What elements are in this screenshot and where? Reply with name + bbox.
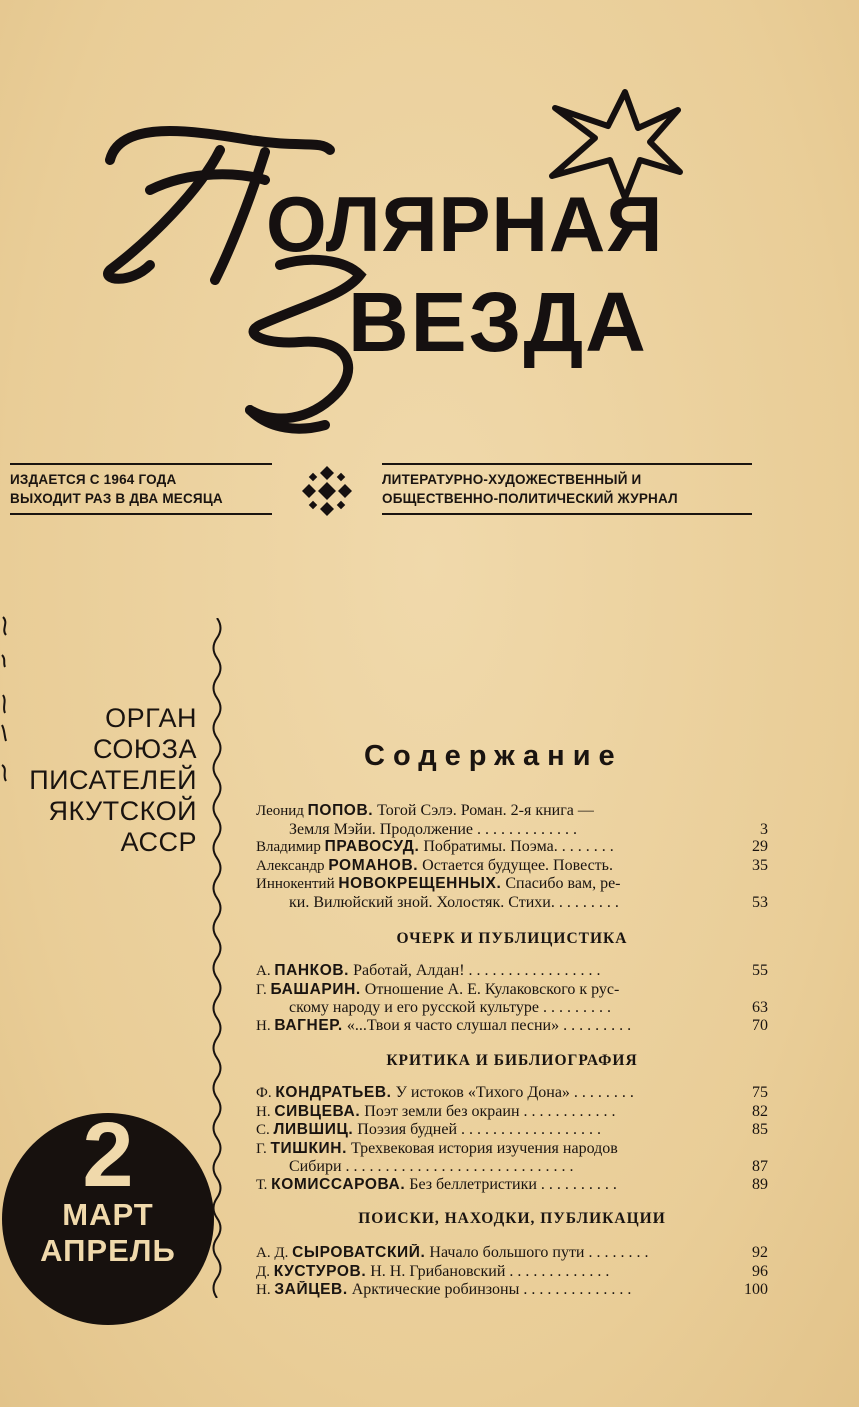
- work-title: Поэт земли без окраин . . . . . . . . . . . .: [360, 1102, 616, 1120]
- author-first-name: Г.: [256, 1140, 271, 1157]
- author-surname: КУСТУРОВ.: [273, 1262, 367, 1280]
- type-line: ОБЩЕСТВЕННО-ПОЛИТИЧЕСКИЙ ЖУРНАЛ: [382, 491, 678, 506]
- toc-entry: [256, 1176, 768, 1195]
- toc-section-2: [256, 1084, 768, 1194]
- author-surname: КОМИССАРОВА.: [271, 1175, 406, 1193]
- author-first-name: А. Д.: [256, 1245, 293, 1261]
- toc-entry-text: [256, 1244, 738, 1263]
- organ-line: ОРГАН: [105, 703, 197, 733]
- ornament-icon: [298, 462, 356, 520]
- work-title: Арктические робинзоны . . . . . . . . . . . . . .: [347, 1281, 632, 1298]
- page-number: 29: [752, 838, 768, 855]
- toc-entry-text: [256, 857, 738, 876]
- page-number: 100: [744, 1281, 768, 1298]
- page-number: [738, 875, 768, 894]
- author-surname: ВАГНЕР.: [274, 1016, 343, 1034]
- toc-entry-text: [256, 1017, 738, 1036]
- toc-entry-text: [256, 1121, 738, 1140]
- page-number: 96: [752, 1262, 768, 1280]
- page-number: 35: [752, 856, 768, 874]
- toc-section-1: [256, 962, 768, 1035]
- section-heading: ОЧЕРК И ПУБЛИЦИСТИКА: [396, 930, 628, 947]
- toc-entry: [256, 1140, 768, 1159]
- toc-entry: [256, 838, 768, 857]
- author-first-name: Александр: [256, 857, 329, 874]
- page-number: [738, 802, 768, 821]
- work-title: Отношение А. Е. Кулаковского к рус-: [360, 980, 620, 998]
- author-first-name: А.: [256, 963, 275, 979]
- work-title: Тогой Сэлэ. Роман. 2-я книга —: [373, 802, 594, 819]
- page-number: 63: [752, 999, 768, 1016]
- work-title: Побратимы. Поэма. . . . . . . .: [419, 838, 614, 855]
- margin-marks: [0, 615, 12, 815]
- work-title: Земля Мэйи. Продолжение . . . . . . . . . . . . .: [289, 820, 577, 838]
- title-line-2: ВЕЗДА: [348, 275, 648, 369]
- work-title: ки. Вилюйский зной. Холостяк. Стихи. . . . . . . . .: [289, 893, 619, 911]
- initial-z-swash: [250, 260, 360, 429]
- organ-line: ПИСАТЕЛЕЙ: [29, 765, 197, 795]
- issue-month-1: МАРТ: [62, 1197, 154, 1232]
- toc-entry-text: [256, 838, 738, 857]
- author-surname: НОВОКРЕЩЕННЫХ.: [338, 875, 502, 892]
- toc-entry-text: [256, 962, 738, 981]
- toc-entry: [256, 875, 768, 894]
- author-surname: ЗАЙЦЕВ.: [274, 1281, 348, 1298]
- toc-entry: [256, 999, 768, 1017]
- organ-line: АССР: [120, 827, 197, 857]
- page-number: 53: [752, 893, 768, 911]
- toc-entry-text: [256, 981, 738, 1000]
- toc-entry: [256, 857, 768, 876]
- work-title: У истоков «Тихого Дона» . . . . . . . .: [391, 1084, 634, 1101]
- toc-entry-text: [256, 802, 738, 821]
- toc-entry-text: [256, 894, 738, 912]
- organ-line: СОЮЗА: [92, 734, 197, 764]
- author-first-name: Н.: [256, 1017, 275, 1034]
- work-title: Сибири . . . . . . . . . . . . . . . . . . . . . . . . . . . . .: [289, 1158, 574, 1175]
- page-number: 89: [752, 1175, 768, 1193]
- page-number: 87: [752, 1158, 768, 1175]
- section-heading: КРИТИКА И БИБЛИОГРАФИЯ: [386, 1052, 638, 1069]
- author-surname: БАШАРИН.: [270, 980, 361, 998]
- page-number: 55: [752, 962, 768, 979]
- publication-info-text: [10, 465, 272, 513]
- page-number: 85: [752, 1121, 768, 1138]
- author-first-name: Иннокентий: [256, 876, 339, 892]
- page-number: 82: [752, 1102, 768, 1120]
- toc-entry-text: [256, 999, 738, 1017]
- organ-line: ЯКУТСКОЙ: [48, 796, 197, 826]
- toc-entry-text: [256, 1103, 738, 1122]
- toc-entry-text: [256, 875, 738, 894]
- author-first-name: Н.: [256, 1282, 275, 1298]
- author-surname: ПАНКОВ.: [274, 962, 350, 979]
- work-title: Начало большого пути . . . . . . . .: [425, 1244, 649, 1261]
- work-title: Остается будущее. Повесть.: [418, 856, 613, 874]
- author-first-name: Н.: [256, 1103, 275, 1120]
- toc-entry: [256, 1103, 768, 1122]
- rule-bottom-left: [10, 513, 272, 515]
- toc-entry: [256, 1017, 768, 1036]
- issue-number: 2: [82, 1104, 134, 1206]
- work-title: Н. Н. Грибановский . . . . . . . . . . . . .: [366, 1262, 610, 1280]
- page-number: 92: [752, 1244, 768, 1261]
- toc-main: [256, 802, 768, 911]
- author-first-name: Ф.: [256, 1085, 276, 1101]
- work-title: Спасибо вам, ре-: [501, 875, 621, 892]
- toc-entry-text: [256, 1263, 738, 1282]
- page-number: [738, 1140, 768, 1159]
- toc-entry: [256, 802, 768, 821]
- work-title: Без беллетристики . . . . . . . . . .: [405, 1175, 617, 1193]
- masthead: [90, 80, 790, 440]
- since-line: ИЗДАЕТСЯ С 1964 ГОДА: [10, 472, 177, 487]
- toc-entry: [256, 1244, 768, 1263]
- toc-section-3: [256, 1244, 768, 1300]
- publisher-organ: [29, 703, 197, 858]
- author-first-name: Леонид: [256, 803, 308, 819]
- toc-entry: [256, 1084, 768, 1103]
- author-first-name: Г.: [256, 981, 271, 998]
- toc-entry: [256, 981, 768, 1000]
- issue-badge: [2, 1104, 214, 1325]
- genre-line: ЛИТЕРАТУРНО-ХУДОЖЕСТВЕННЫЙ И: [382, 472, 642, 487]
- toc-entry: [256, 821, 768, 839]
- title-line-1: ОЛЯРНАЯ: [266, 180, 664, 268]
- toc-entry-text: [256, 821, 738, 839]
- work-title: «...Твои я часто слушал песни» . . . . . . . . .: [342, 1016, 632, 1034]
- toc-entry: [256, 962, 768, 981]
- page-number: 3: [760, 820, 768, 838]
- author-surname: СЫРОВАТСКИЙ.: [292, 1244, 426, 1261]
- author-surname: КОНДРАТЬЕВ.: [275, 1084, 392, 1101]
- toc-entry: [256, 894, 768, 912]
- toc-entry: [256, 1281, 768, 1300]
- author-surname: РОМАНОВ.: [328, 856, 419, 874]
- page-number: 70: [752, 1016, 768, 1034]
- toc-entry: [256, 1263, 768, 1282]
- work-title: скому народу и его русской культуре . . . . . . . . .: [289, 999, 611, 1016]
- journal-description-text: [382, 465, 752, 513]
- toc-entry-text: [256, 1140, 738, 1159]
- author-first-name: С.: [256, 1122, 274, 1138]
- author-first-name: Д.: [256, 1263, 274, 1280]
- rule-bottom-right: [382, 513, 752, 515]
- work-title: Поэзия будней . . . . . . . . . . . . . . . . . .: [353, 1121, 602, 1138]
- journal-description: [382, 463, 752, 515]
- contents-title: Содержание: [364, 740, 623, 772]
- author-surname: ПОПОВ.: [307, 802, 374, 819]
- work-title: Трехвековая история изучения народов: [346, 1139, 618, 1157]
- author-surname: ЛИВШИЦ.: [273, 1121, 354, 1138]
- page-number: 75: [752, 1084, 768, 1101]
- page-number: [738, 981, 768, 1000]
- author-first-name: Владимир: [256, 839, 325, 855]
- issue-month-2: АПРЕЛЬ: [40, 1233, 176, 1268]
- section-heading: ПОИСКИ, НАХОДКИ, ПУБЛИКАЦИИ: [358, 1210, 666, 1227]
- toc-entry-text: [256, 1176, 738, 1195]
- author-surname: ТИШКИН.: [270, 1139, 347, 1157]
- toc-entry: [256, 1158, 768, 1176]
- work-title: Работай, Алдан! . . . . . . . . . . . . . . . . .: [349, 962, 601, 979]
- publication-info: [10, 463, 272, 515]
- toc-entry: [256, 1121, 768, 1140]
- toc-entry-text: [256, 1281, 738, 1300]
- author-first-name: Т.: [256, 1176, 272, 1193]
- toc-entry-text: [256, 1158, 738, 1176]
- author-surname: ПРАВОСУД.: [324, 838, 420, 855]
- author-surname: СИВЦЕВА.: [274, 1102, 361, 1120]
- toc-entry-text: [256, 1084, 738, 1103]
- frequency-line: ВЫХОДИТ РАЗ В ДВА МЕСЯЦА: [10, 491, 223, 506]
